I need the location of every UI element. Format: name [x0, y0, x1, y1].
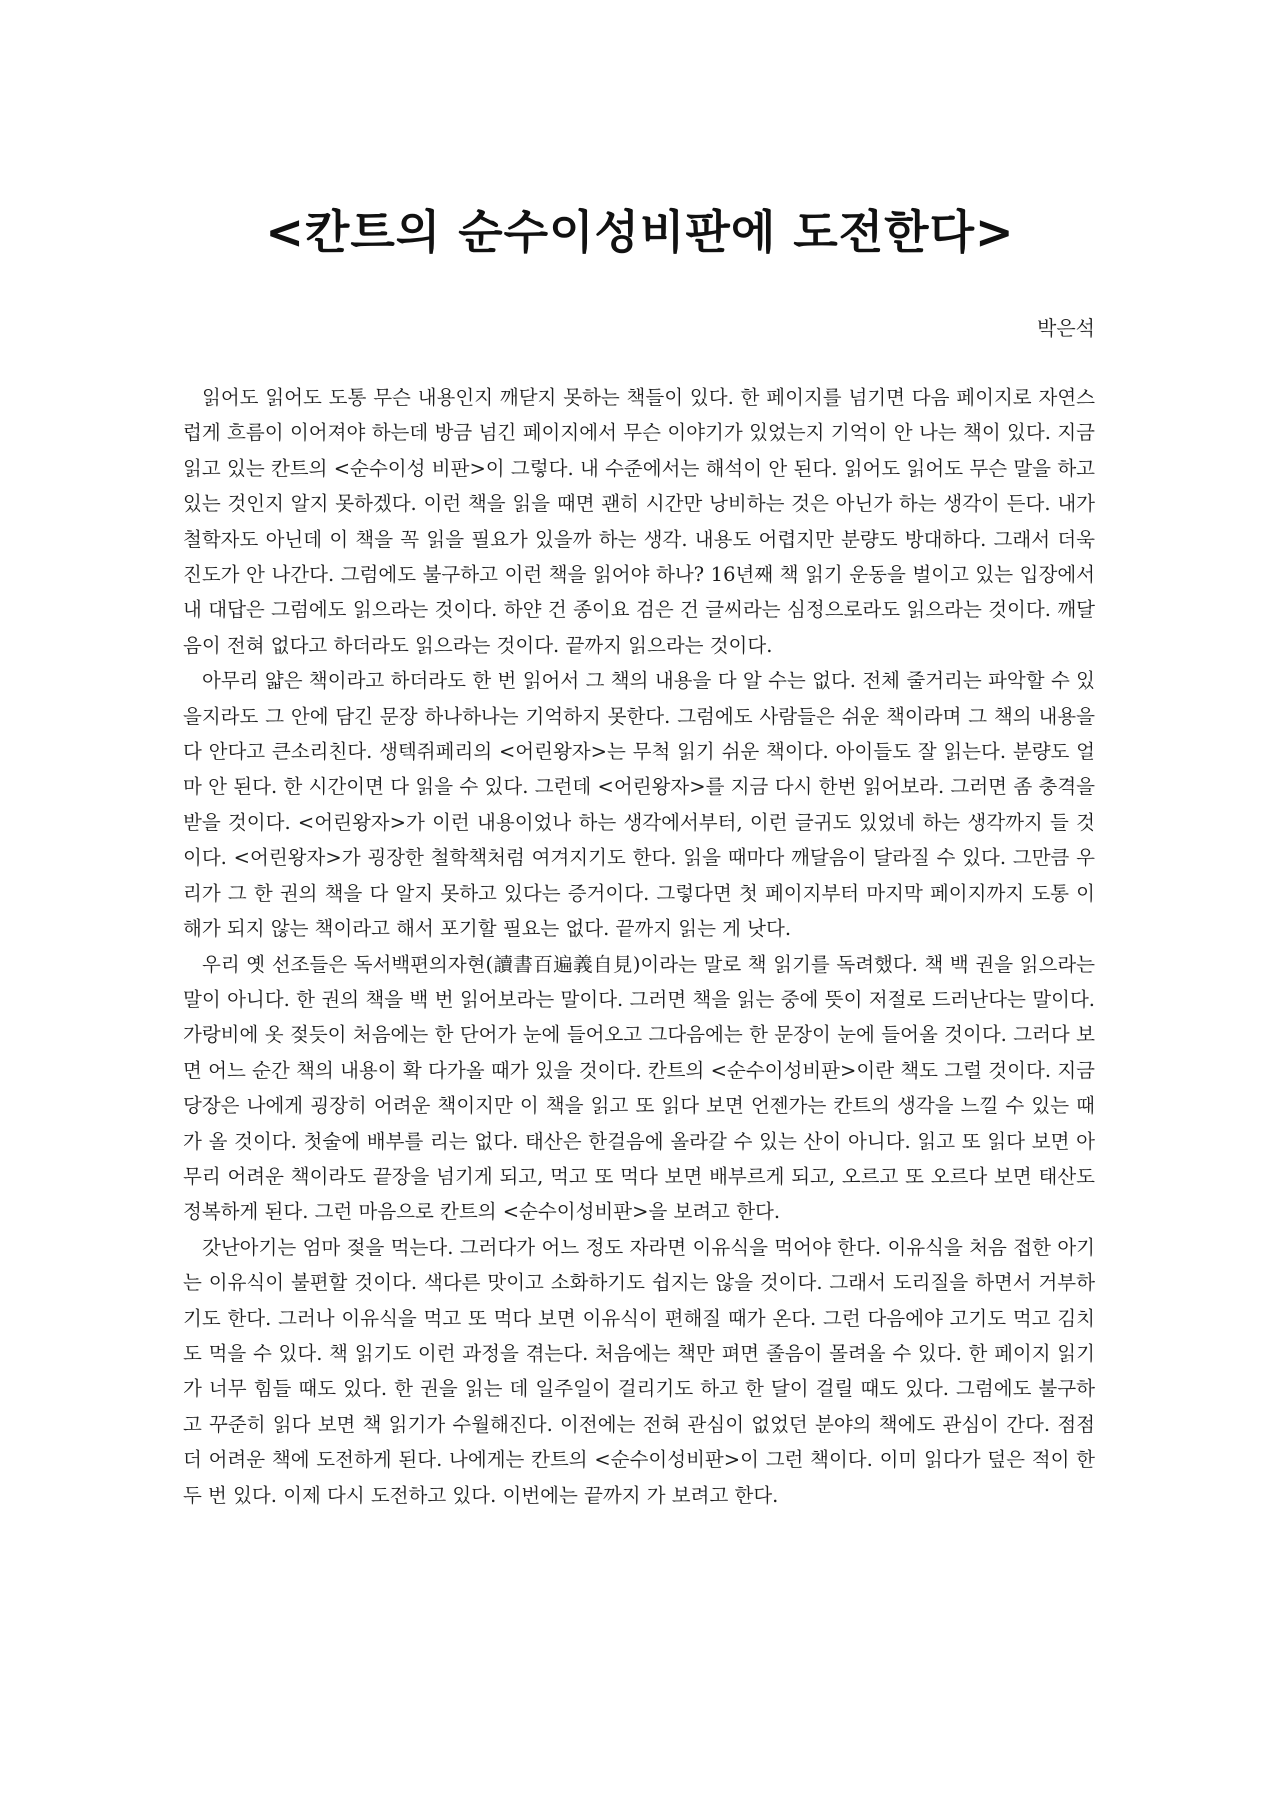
paragraph-4: 갓난아기는 엄마 젖을 먹는다. 그러다가 어느 정도 자라면 이유식을 먹어야 한다. 이유식을 처음 접한 아기는 이유식이 불편할 것이다. 색다른 맛이고 소화하기도 쉽지는 않을 것이다. 그래서 도리질을 하면서 거부하기도 한다. 그러나 이유식을 먹고 또 먹다 보면 이유식이 편해질 때가 온다. 그런 다음에야 고기도 먹고 김치도 먹을 수 있다. 책 읽기도 이런 과정을 겪는다. 처음에는 책만 펴면 졸음이 몰려올 수 있다. 한 페이지 읽기가 너무 힘들 때도 있다. 한 권을 읽는 데 일주일이 걸리기도 하고 한 달이 걸릴 때도 있다. 그럼에도 불구하고 꾸준히 읽다 보면 책 읽기가 수월해진다. 이전에는 전혀 관심이 없었던 분야의 책에도 관심이 간다. 점점 더 어려운 책에 도전하게 된다. 나에게는 칸트의 <순수이성비판>이 그런 책이다. 이미 읽다가 덮은 적이 한두 번 있다. 이제 다시 도전하고 있다. 이번에는 끝까지 가 보려고 한다.: [183, 1235, 1095, 1507]
document-title: <칸트의 순수이성비판에 도전한다>: [265, 205, 1015, 259]
paragraph-2: 아무리 얇은 책이라고 하더라도 한 번 읽어서 그 책의 내용을 다 알 수는 없다. 전체 줄거리는 파악할 수 있을지라도 그 안에 담긴 문장 하나하나는 기억하지 못한다. 그럼에도 사람들은 쉬운 책이라며 그 책의 내용을 다 안다고 큰소리친다. 생텍쥐페리의 <어린왕자>는 무척 읽기 쉬운 책이다. 아이들도 잘 읽는다. 분량도 얼마 안 된다. 한 시간이면 다 읽을 수 있다. 그런데 <어린왕자>를 지금 다시 한번 읽어보라. 그러면 좀 충격을 받을 것이다. <어린왕자>가 이런 내용이었나 하는 생각에서부터, 이런 글귀도 있었네 하는 생각까지 들 것이다. <어린왕자>가 굉장한 철학책처럼 여겨지기도 한다. 읽을 때마다 깨달음이 달라질 수 있다. 그만큼 우리가 그 한 권의 책을 다 알지 못하고 있다는 증거이다. 그렇다면 첫 페이지부터 마지막 페이지까지 도통 이해가 되지 않는 책이라고 해서 포기할 필요는 없다. 끝까지 읽는 게 낫다.: [183, 669, 1095, 941]
paragraph-1: 읽어도 읽어도 도통 무슨 내용인지 깨닫지 못하는 책들이 있다. 한 페이지를 넘기면 다음 페이지로 자연스럽게 흐름이 이어져야 하는데 방금 넘긴 페이지에서 무슨 이야기가 있었는지 기억이 안 나는 책이 있다. 지금 읽고 있는 칸트의 <순수이성 비판>이 그렇다. 내 수준에서는 해석이 안 된다. 읽어도 읽어도 무슨 말을 하고 있는 것인지 알지 못하겠다. 이런 책을 읽을 때면 괜히 시간만 낭비하는 것은 아닌가 하는 생각이 든다. 내가 철학자도 아닌데 이 책을 꼭 읽을 필요가 있을까 하는 생각. 내용도 어렵지만 분량도 방대하다. 그래서 더욱 진도가 안 나간다. 그럼에도 불구하고 이런 책을 읽어야 하나? 16년째 책 읽기 운동을 벌이고 있는 입장에서 내 대답은 그럼에도 읽으라는 것이다. 하얀 건 종이요 검은 건 글씨라는 심정으로라도 읽으라는 것이다. 깨달음이 전혀 없다고 하더라도 읽으라는 것이다. 끝까지 읽으라는 것이다.: [183, 386, 1095, 657]
paragraph-3: 우리 옛 선조들은 독서백편의자현(讀書百遍義自見)이라는 말로 책 읽기를 독려했다. 책 백 권을 읽으라는 말이 아니다. 한 권의 책을 백 번 읽어보라는 말이다. 그러면 책을 읽는 중에 뜻이 저절로 드러난다는 말이다. 가랑비에 옷 젖듯이 처음에는 한 단어가 눈에 들어오고 그다음에는 한 문장이 눈에 들어올 것이다. 그러다 보면 어느 순간 책의 내용이 확 다가올 때가 있을 것이다. 칸트의 <순수이성비판>이란 책도 그럴 것이다. 지금 당장은 나에게 굉장히 어려운 책이지만 이 책을 읽고 또 읽다 보면 언젠가는 칸트의 생각을 느낄 수 있는 때가 올 것이다. 첫술에 배부를 리는 없다. 태산은 한걸음에 올라갈 수 있는 산이 아니다. 읽고 또 읽다 보면 아무리 어려운 책이라도 끝장을 넘기게 되고, 먹고 또 먹다 보면 배부르게 되고, 오르고 또 오르다 보면 태산도 정복하게 된다. 그런 마음으로 칸트의 <순수이성비판>을 보려고 한다.: [183, 952, 1095, 1224]
essay-body: [183, 380, 1095, 1513]
author-name: 박은석: [1037, 316, 1095, 340]
